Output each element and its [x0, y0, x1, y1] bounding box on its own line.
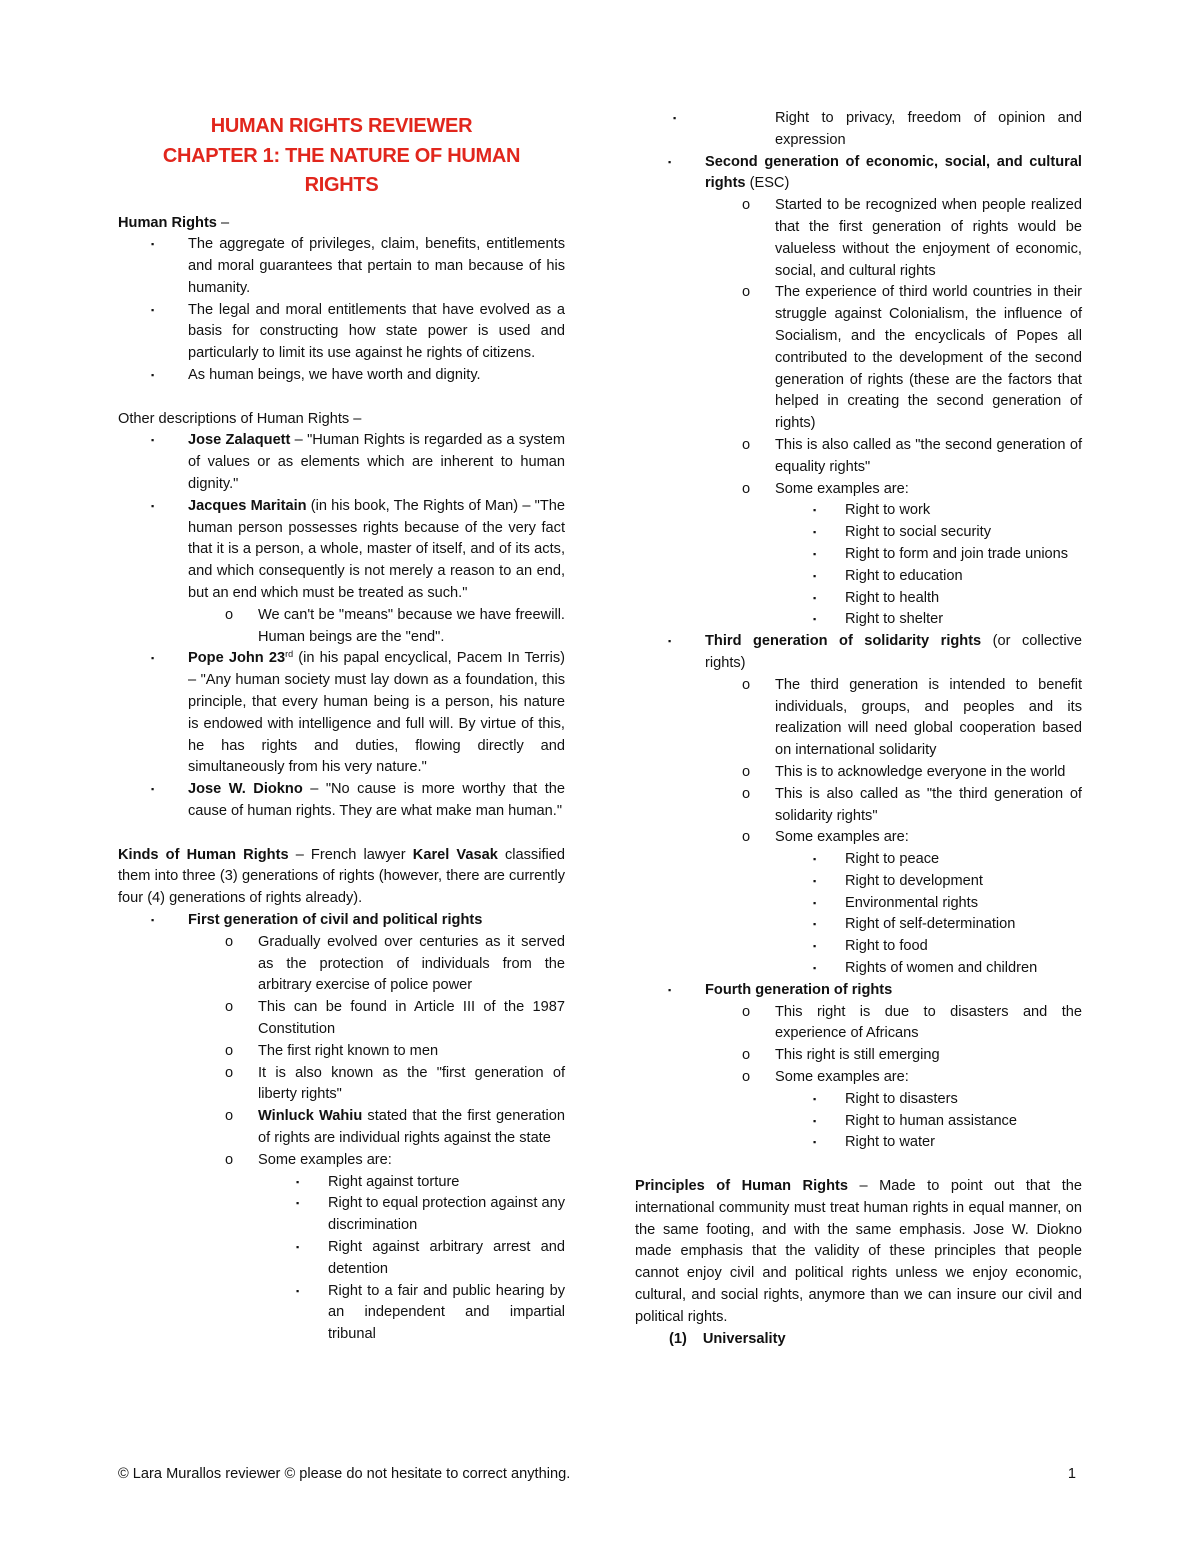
list-item: ▪ Right to water	[775, 1132, 1082, 1154]
circle-bullet-icon: o	[225, 999, 234, 1016]
left-column	[118, 108, 565, 1346]
list-item: o This is to acknowledge everyone in the world	[705, 762, 1082, 784]
list-item: o This is also called as "the second generation of equality rights"	[742, 436, 1082, 475]
list-item: o This right is due to disasters and the experience of Africans	[742, 1003, 1082, 1042]
list-item: o Some examples are: ▪ Right to disasters ▪ Right to human assistance ▪ Right to water	[705, 1067, 1082, 1154]
list-item: o Some examples are: ▪ Right against torture ▪ Right to equal protection against any discrimination ▪ Right against arbitrary arrest and detention ▪ Right to a fair and public hearing by an independent and impartial tribunal	[188, 1150, 565, 1346]
list-item: ▪ Right to work	[775, 500, 1082, 522]
square-bullet-icon: ▪	[813, 875, 817, 886]
square-bullet-icon: ▪	[813, 548, 817, 559]
list-item: o Started to be recognized when people realized that the first generation of rights would be valueless without the enjoyment of economic, social, and cultural rights	[742, 197, 1082, 279]
square-bullet-icon: ▪	[151, 239, 155, 250]
list-item: ▪ Right to form and join trade unions	[775, 544, 1082, 566]
list-item: ▪ Pope John 23rd (in his papal encyclical, Pacem In Terris) – "Any human society must lay down as a foundation, this principle, that every human being is a person, his nature is endowed with intelligence and full will. By virtue of this, he has rights and duties, flowing directly and simultaneously from his very nature."	[151, 649, 565, 776]
list-item: ▪ Right to food	[775, 936, 1082, 958]
list-item: ▪ Jose W. Diokno – "No cause is more worthy that the cause of human rights. They are what make man human."	[151, 781, 565, 820]
list-item: o It is also known as the "first generation of liberty rights"	[225, 1064, 565, 1103]
list-item: ▪ Right to privacy, freedom of opinion and expression	[673, 110, 1082, 148]
square-bullet-icon: ▪	[813, 527, 817, 538]
title-line-1: HUMAN RIGHTS REVIEWER	[210, 115, 473, 137]
list-item: ▪ The legal and moral entitlements that have evolved as a basis for constructing how state power is used and particularly to limit its use against he rights of citizens.	[151, 301, 565, 362]
circle-bullet-icon: o	[225, 1042, 234, 1059]
second-generation-list	[635, 152, 1082, 1155]
square-bullet-icon: ▪	[151, 915, 155, 925]
square-bullet-icon: ▪	[813, 1115, 817, 1126]
list-item: ▪ Second generation of economic, social, and cultural rights (ESC) o Started to be recognized when people realized that the first generation of rights would be valueless without the enjoyment of economic, social, and cultural rights o The experience of third world countries in their struggle against Colonialism, the influence of Socialism, and the encyclicals of Popes all contributed to the development of the second generation of rights (these are the factors that helped in creating the second generation of rights) o This is also called as "the second generation of equality rights" o Some examples are: ▪ Right to work ▪ Right to social security ▪ Right to form and join trade unions ▪ Right to education ▪ Right to health ▪ Right to shelter	[635, 152, 1082, 632]
square-bullet-icon: ▪	[151, 435, 155, 446]
square-bullet-icon: ▪	[813, 854, 817, 865]
circle-bullet-icon: o	[742, 1069, 751, 1086]
list-item: ▪ Right to human assistance	[775, 1111, 1082, 1133]
page-footer	[118, 1464, 1082, 1484]
list-item: o The first right known to men	[188, 1041, 565, 1063]
square-bullet-icon: ▪	[813, 592, 817, 603]
list-item: ▪ First generation of civil and political rights o Gradually evolved over centuries as it served as the protection of individuals from the arbitrary exercise of police power o This can be found in Article III of the 1987 Constitution o The first right known to men o It is also known as the "first generation of liberty rights" o Winluck Wahiu stated that the first generation of rights are individual rights against the state o Some examples are: ▪ Right against torture ▪ Right to equal protection against any discrimination ▪ Right against arbitrary arrest and detention ▪ Right to a fair and public hearing by an independent and impartial tribunal	[118, 910, 565, 1346]
square-bullet-icon: ▪	[673, 113, 677, 123]
square-bullet-icon: ▪	[813, 505, 817, 516]
list-item: o Some examples are: ▪ Right to work ▪ Right to social security ▪ Right to form and join trade unions ▪ Right to education ▪ Right to health ▪ Right to shelter	[705, 479, 1082, 632]
square-bullet-icon: ▪	[151, 370, 155, 381]
list-item: ▪ As human beings, we have worth and dignity.	[118, 365, 565, 387]
list-item: ▪ Jose Zalaquett – "Human Rights is regarded as a system of values or as elements which are inherent to human dignity."	[151, 432, 565, 493]
kinds-paragraph: Kinds of Human Rights – French lawyer Karel Vasak classified them into three (3) generations of rights (however, there are currently four (4) generations of rights already).	[118, 846, 565, 907]
square-bullet-icon: ▪	[813, 941, 817, 952]
list-item: o This is also called as "the third generation of solidarity rights"	[742, 785, 1082, 824]
list-item: ▪ Right of self-determination	[775, 914, 1082, 936]
list-item: ▪ Right to peace	[775, 849, 1082, 871]
descriptions-list	[118, 430, 565, 822]
list-item: ▪ Third generation of solidarity rights (or collective rights) o The third generation is intended to benefit individuals, groups, and peoples and its realization will need global cooperation based on international solidarity o This is to acknowledge everyone in the world o This is also called as "the third generation of solidarity rights" o Some examples are: ▪ Right to peace ▪ Right to development ▪ Environmental rights ▪ Right of self-determination ▪ Right to food ▪ Rights of women and children	[635, 631, 1082, 980]
square-bullet-icon: ▪	[296, 1198, 300, 1209]
list-item: ▪ Right to equal protection against any discrimination	[296, 1195, 565, 1234]
square-bullet-icon: ▪	[668, 156, 672, 167]
right-column	[635, 108, 1082, 1350]
list-item: ▪ The aggregate of privileges, claim, benefits, entitlements and moral guarantees that pertain to man because of his humanity.	[151, 236, 565, 296]
list-item: ▪ Right against torture	[258, 1172, 565, 1194]
square-bullet-icon: ▪	[813, 963, 817, 974]
square-bullet-icon: ▪	[813, 1137, 817, 1148]
square-bullet-icon: ▪	[813, 897, 817, 908]
list-item: o Some examples are: ▪ Right to peace ▪ Right to development ▪ Environmental rights ▪ Right of self-determination ▪ Right to food ▪ Rights of women and children	[705, 827, 1082, 980]
circle-bullet-icon: o	[742, 436, 751, 453]
document-title	[118, 112, 565, 201]
circle-bullet-icon: o	[742, 1047, 751, 1064]
square-bullet-icon: ▪	[296, 1241, 300, 1252]
circle-bullet-icon: o	[225, 1151, 234, 1168]
circle-bullet-icon: o	[742, 480, 751, 497]
title-line-2: CHAPTER 1: THE NATURE OF HUMAN	[162, 144, 521, 167]
circle-bullet-icon: o	[225, 1064, 234, 1081]
circle-bullet-icon: o	[742, 763, 751, 780]
square-bullet-icon: ▪	[296, 1176, 300, 1187]
list-item: o This right is still emerging	[705, 1045, 1082, 1067]
first-generation-continued	[635, 108, 1082, 152]
list-item: o We can't be "means" because we have freewill. Human beings are the "end".	[225, 606, 565, 645]
list-item: ▪ Right to shelter	[775, 609, 1082, 631]
list-item: ▪ Right to disasters	[775, 1089, 1082, 1111]
circle-bullet-icon: o	[742, 829, 751, 846]
square-bullet-icon: ▪	[668, 984, 672, 995]
human-rights-heading: Human Rights –	[118, 214, 230, 231]
list-item: o This can be found in Article III of the 1987 Constitution	[225, 999, 565, 1037]
list-item: ▪ Fourth generation of rights o This right is due to disasters and the experience of Africans o This right is still emerging o Some examples are: ▪ Right to disasters ▪ Right to human assistance ▪ Right to water	[635, 980, 1082, 1154]
principle-universality: (1) Universality	[669, 1330, 786, 1347]
list-item: o The experience of third world countries in their struggle against Colonialism, the influence of Socialism, and the encyclicals of Popes all contributed to the development of the second generation of rights (these are the factors that helped in creating the second generation of rights)	[742, 284, 1082, 432]
square-bullet-icon: ▪	[813, 919, 817, 930]
list-item: o Winluck Wahiu stated that the first generation of rights are individual rights against the state	[225, 1108, 565, 1146]
list-item: ▪ Right to a fair and public hearing by an independent and impartial tribunal	[296, 1282, 565, 1343]
list-item: o The third generation is intended to benefit individuals, groups, and peoples and its realization will need global cooperation based on international solidarity	[742, 676, 1082, 759]
list-item: ▪ Rights of women and children	[775, 958, 1082, 980]
square-bullet-icon: ▪	[813, 1093, 817, 1104]
list-item: o Gradually evolved over centuries as it served as the protection of individuals from the arbitrary exercise of police power	[225, 933, 565, 994]
title-line-3: RIGHTS	[304, 174, 379, 196]
list-item: ▪ Right to social security	[775, 522, 1082, 544]
square-bullet-icon: ▪	[296, 1285, 300, 1296]
list-item: ▪ Right to development	[775, 871, 1082, 893]
square-bullet-icon: ▪	[813, 614, 817, 625]
list-item: ▪ Right to education	[775, 566, 1082, 588]
list-item: ▪ Right to health	[775, 588, 1082, 610]
descriptions-intro: Other descriptions of Human Rights –	[118, 410, 362, 427]
circle-bullet-icon: o	[225, 933, 234, 950]
first-generation-list	[118, 910, 565, 1346]
circle-bullet-icon: o	[742, 676, 751, 693]
page-number: 1	[1067, 1466, 1076, 1482]
square-bullet-icon: ▪	[151, 784, 155, 795]
square-bullet-icon: ▪	[668, 636, 672, 647]
circle-bullet-icon: o	[742, 1003, 751, 1020]
circle-bullet-icon: o	[742, 785, 751, 802]
circle-bullet-icon: o	[225, 606, 234, 623]
square-bullet-icon: ▪	[151, 304, 155, 315]
square-bullet-icon: ▪	[813, 570, 817, 581]
list-item: ▪ Right against arbitrary arrest and detention	[296, 1238, 565, 1277]
circle-bullet-icon: o	[742, 284, 751, 301]
circle-bullet-icon: o	[225, 1108, 234, 1125]
footer-text: © Lara Murallos reviewer © please do not hesitate to correct anything.	[118, 1466, 571, 1482]
human-rights-list	[118, 234, 565, 387]
list-item: ▪ Jacques Maritain (in his book, The Rights of Man) – "The human person possesses rights because of the very fact that it is a person, a whole, master of itself, and of its acts, and which consequently is not merely a reason to an end, but an end which must be treated as such." o We can't be "means" because we have freewill. Human beings are the "end".	[118, 496, 565, 649]
square-bullet-icon: ▪	[151, 500, 155, 511]
principles-paragraph: Principles of Human Rights – Made to point out that the international community must treat human rights in equal manner, on the same footing, and with the same emphasis. Jose W. Diokno made emphasis that the validity of these principles that people cannot enjoy civil and political rights unless we enjoy economic, cultural, and social rights, anymore than we can insure our civil and political rights.	[635, 1178, 1082, 1325]
square-bullet-icon: ▪	[151, 653, 155, 664]
list-item: ▪ Environmental rights	[775, 893, 1082, 915]
circle-bullet-icon: o	[742, 197, 751, 214]
